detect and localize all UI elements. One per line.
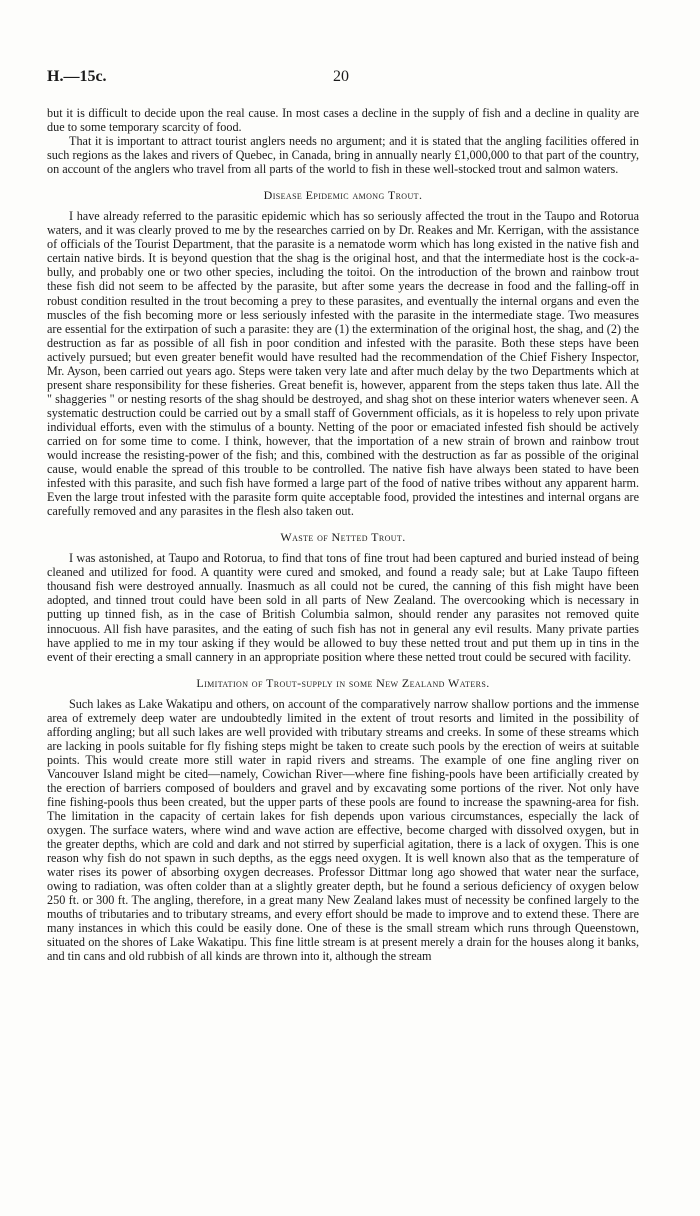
section-heading-limitation: Limitation of Trout-supply in some New Zealand Waters. [196,675,490,690]
document-code: H.—15c. [47,68,107,85]
disease-paragraph: I have already referred to the parasitic epidemic which has so seriously affected the trout in the Taupo and Rotorua waters, and it was clearly proved to me by the researches carried on by Dr. Reakes and Mr. Kerrigan, with the assistance of officials of the Tourist Department, that the parasite is a nematode worm which has long existed in the native fish and certain native birds. It is beyond question that the shag is the original host, and that the intermediate host is the cock-a-bully, and probably one or two other species, including the toitoi. On the introduction of the brown and rainbow trout these fish did not seem to be affected by the parasite, but after some years the decrease in food and the falling-off in robust condition resulted in the trout becoming a prey to these parasites, and eventually the internal organs and even the muscles of the fish becoming more or less seriously infested with the parasite in the intermediate stage. Two measures are essential for the extirpation of such a parasite: they are (1) the extermination of the original host, the shag, and (2) the destruction as far as possible of all fish in poor condition and infested with the parasite. Both these steps have been actively pursued; but even greater benefit would have resulted had the recommendation of the Chief Fishery Inspector, Mr. Ayson, been carried out years ago. Steps were taken very late and after much delay by the two Departments which at present share responsibility for these fisheries. Great benefit is, however, apparent from the steps taken thus late. All the " shaggeries " or nesting resorts of the shag should be destroyed, and shag shot on these interior waters whenever seen. A systematic destruction could be carried out by a small staff of Government officials, as it is hopeless to rely upon private individual efforts, even with the stimulus of a bounty. Netting of the poor or emaciated infested fish should be actively carried on for some time to come. I think, however, that the importation of a new strain of brown and rainbow trout would increase the resisting-power of the fish; and this, combined with the destruction as far as possible of the original cause, would enable the spread of this trouble to be controlled. The native fish have always been stated to have been infested with this parasite, and such fish have formed a large part of the food of native tribes without any apparent harm. Even the large trout infested with the parasite form quite acceptable food, provided the intestines and internal organs are carefully removed and any parasites in the flesh also taken out. [47,209,639,519]
waste-paragraph: I was astonished, at Taupo and Rotorua, to find that tons of fine trout had been captured and buried instead of being cleaned and utilized for food. A quantity were cured and smoked, and found a ready sale; but at Lake Taupo fifteen thousand fish were destroyed annually. Inasmuch as all could not be cured, the canning of this fish might have been adopted, and tinned trout could have been sold in all parts of New Zealand. The overcooking which is necessary in putting up tinned fish, as in the case of British Columbia salmon, should render any parasites not removed quite innocuous. All fish have parasites, and the eating of such fish has not in general any evil results. Many private parties have applied to me in my tour asking if they would be allowed to buy these netted trout and put them up in tins in the event of their erecting a small cannery in an appropriate position where these netted trout could be secured with facility. [47,551,639,664]
page-body [47,106,639,964]
page-header [47,68,653,88]
section-heading-waste: Waste of Netted Trout. [280,530,406,545]
intro-paragraph-2: That it is important to attract tourist anglers needs no argument; and it is stated that the angling facilities offered in such regions as the lakes and rivers of Quebec, in Canada, bring in annually nearly £1,000,000 to that part of the country, on account of the anglers who travel from all parts of the world to fish in these well-stocked trout and salmon waters. [47,134,639,177]
intro-paragraph-1: but it is difficult to decide upon the real cause. In most cases a decline in the supply of fish and a decline in quality are due to some temporary scarcity of food. [47,106,639,135]
limitation-paragraph: Such lakes as Lake Wakatipu and others, on account of the comparatively narrow shallow portions and the immense area of extremely deep water are undoubtedly limited in the extent of trout resorts and limited in the possibility of affording angling; but all such lakes are well provided with tributary streams and creeks. In some of these streams which are lacking in pools suitable for fly fishing steps might be taken to create such pools by the erection of weirs at suitable points. This would create more still water in rapid rivers and streams. The example of one fine angling river on Vancouver Island might be cited—namely, Cowichan River—where fine fishing-pools have been artificially created by the erection of barriers composed of boulders and gravel and by excavating some portions of the river. Not only have fine fishing-pools thus been created, but the upper parts of these pools are found to increase the spawning-area for fish. The limitation in the capacity of certain lakes for fish depends upon various circumstances, especially the lack of oxygen. The surface waters, where wind and wave action are effective, become charged with dissolved oxygen, but in the greater depths, which are cold and dark and not stirred by superficial agitation, there is a lack of oxygen. This is one reason why fish do not spawn in such depths, as the eggs need oxygen. It is well known also that as the temperature of water rises its power of absorbing oxygen decreases. Professor Dittmar long ago showed that water near the surface, owing to radiation, was often colder than at a slightly greater depth, but he found a serious deficiency of oxygen below 250 ft. or 300 ft. The angling, therefore, in a great many New Zealand lakes must of necessity be confined largely to the mouths of tributaries and to tributary streams, and every effort should be made to improve and to extend these. There are many instances in which this could be easily done. One of these is the small stream which runs through Queenstown, situated on the shores of Lake Wakatipu. This fine little stream is at present merely a drain for the houses along it banks, and tin cans and old rubbish of all kinds are thrown into it, although the stream [47,696,639,964]
section-heading-disease: Disease Epidemic among Trout. [263,188,423,203]
page-number: 20 [333,68,349,85]
